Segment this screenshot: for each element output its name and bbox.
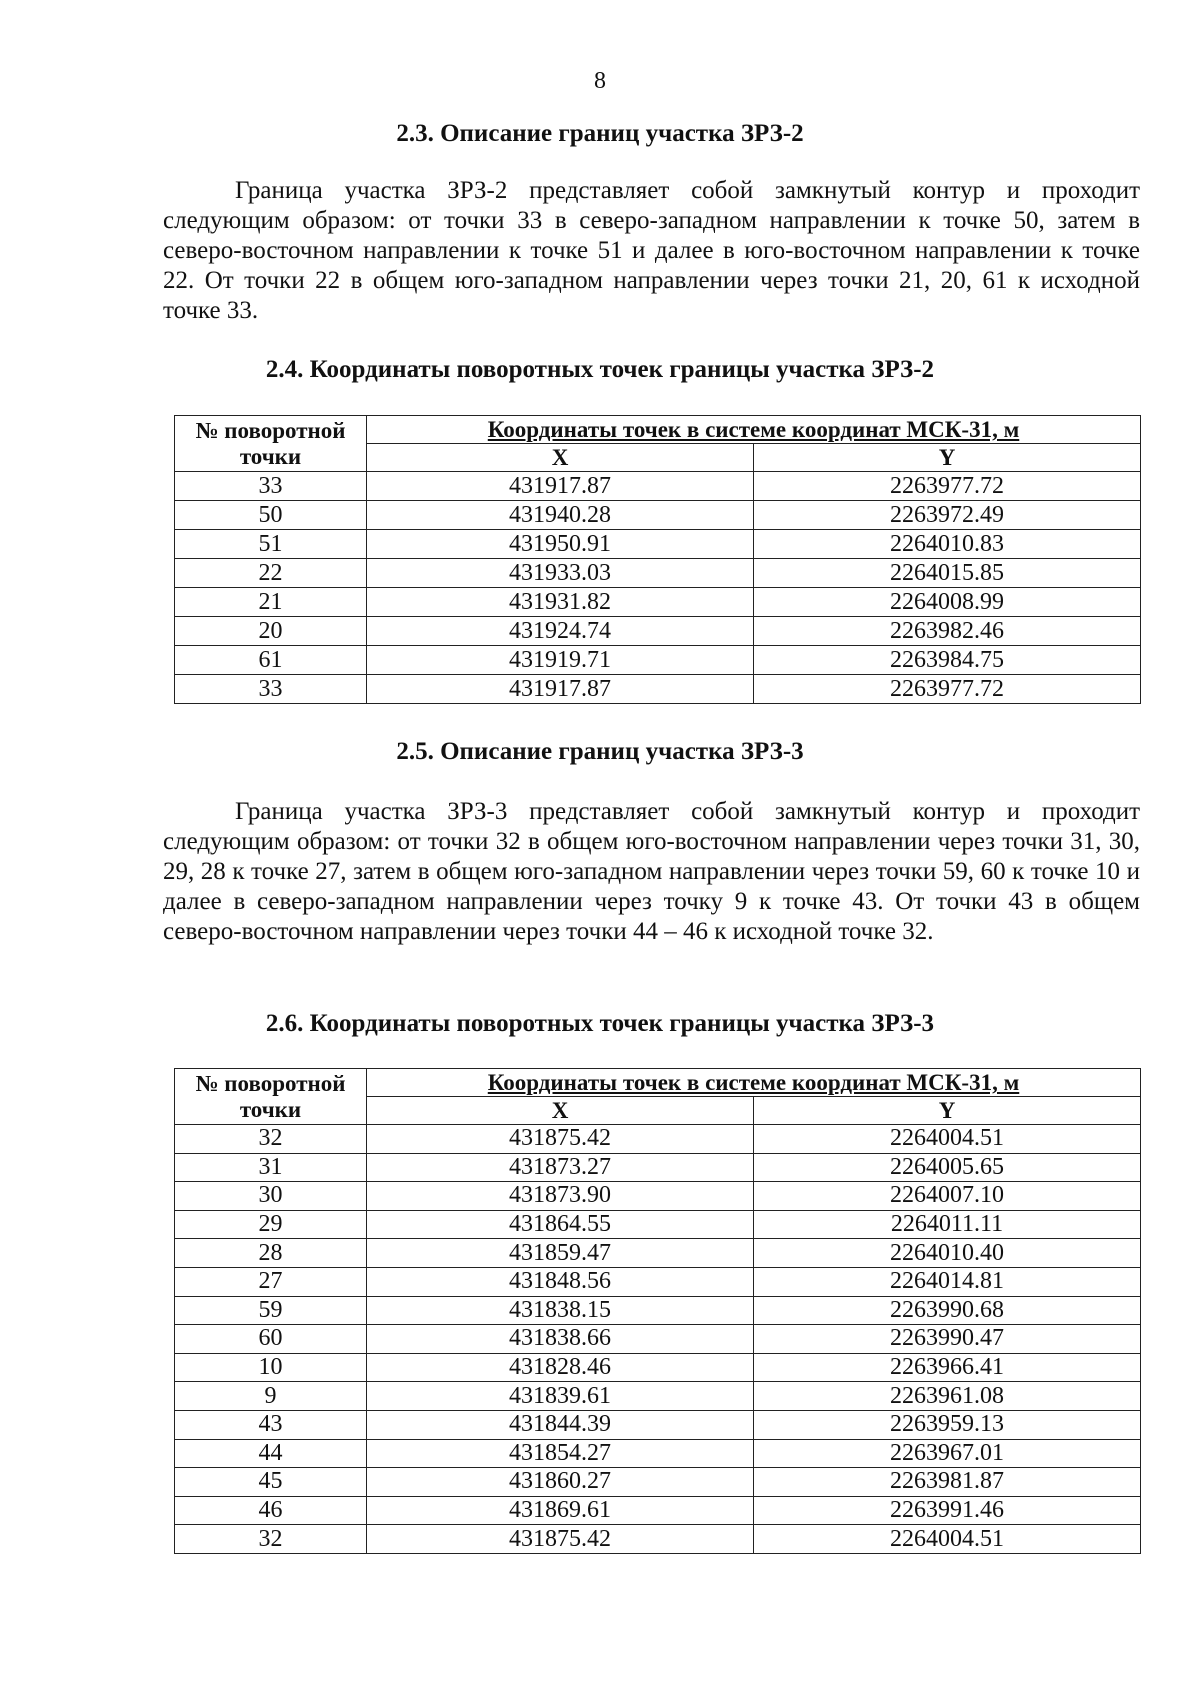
x-coordinate-cell: 431848.56 xyxy=(367,1267,754,1296)
point-number-cell: 27 xyxy=(175,1267,367,1296)
point-number-cell: 32 xyxy=(175,1525,367,1554)
y-coordinate-cell: 2263972.49 xyxy=(754,501,1141,530)
zrz2-coordinates-table xyxy=(174,415,1141,704)
y-coordinate-cell: 2264008.99 xyxy=(754,588,1141,617)
table-row xyxy=(175,1239,1141,1268)
col-header-point: № поворотной точки xyxy=(175,1069,367,1125)
table-row xyxy=(175,1325,1141,1354)
table-row xyxy=(175,530,1141,559)
point-number-cell: 61 xyxy=(175,646,367,675)
page-number: 8 xyxy=(594,68,606,94)
point-number-cell: 9 xyxy=(175,1382,367,1411)
x-coordinate-cell: 431873.27 xyxy=(367,1153,754,1182)
table-row xyxy=(175,588,1141,617)
point-number-cell: 59 xyxy=(175,1296,367,1325)
point-number-cell: 29 xyxy=(175,1210,367,1239)
col-header-coords: Координаты точек в системе координат МСК-31, м xyxy=(367,416,1141,444)
y-coordinate-cell: 2264011.11 xyxy=(754,1210,1141,1239)
x-coordinate-cell: 431869.61 xyxy=(367,1496,754,1525)
x-coordinate-cell: 431933.03 xyxy=(367,559,754,588)
y-coordinate-cell: 2263977.72 xyxy=(754,675,1141,704)
point-number-cell: 21 xyxy=(175,588,367,617)
x-coordinate-cell: 431875.42 xyxy=(367,1525,754,1554)
x-coordinate-cell: 431917.87 xyxy=(367,675,754,704)
table-row xyxy=(175,472,1141,501)
x-coordinate-cell: 431854.27 xyxy=(367,1439,754,1468)
col-header-x: X xyxy=(367,444,754,472)
point-number-cell: 43 xyxy=(175,1410,367,1439)
y-coordinate-cell: 2264010.40 xyxy=(754,1239,1141,1268)
point-number-cell: 33 xyxy=(175,472,367,501)
y-coordinate-cell: 2264004.51 xyxy=(754,1525,1141,1554)
col-header-y: Y xyxy=(754,1097,1141,1125)
x-coordinate-cell: 431864.55 xyxy=(367,1210,754,1239)
y-coordinate-cell: 2263961.08 xyxy=(754,1382,1141,1411)
y-coordinate-cell: 2263982.46 xyxy=(754,617,1141,646)
section-2-6-heading: 2.6. Координаты поворотных точек границы участка ЗРЗ-3 xyxy=(265,1010,935,1037)
y-coordinate-cell: 2263990.47 xyxy=(754,1325,1141,1354)
y-coordinate-cell: 2263984.75 xyxy=(754,646,1141,675)
point-number-cell: 30 xyxy=(175,1182,367,1211)
x-coordinate-cell: 431875.42 xyxy=(367,1125,754,1154)
y-coordinate-cell: 2264007.10 xyxy=(754,1182,1141,1211)
table-row xyxy=(175,1267,1141,1296)
x-coordinate-cell: 431917.87 xyxy=(367,472,754,501)
table-row xyxy=(175,1496,1141,1525)
zrz3-table-body xyxy=(175,1125,1141,1554)
point-number-cell: 60 xyxy=(175,1325,367,1354)
point-number-cell: 10 xyxy=(175,1353,367,1382)
y-coordinate-cell: 2263981.87 xyxy=(754,1468,1141,1497)
y-coordinate-cell: 2264004.51 xyxy=(754,1125,1141,1154)
y-coordinate-cell: 2264010.83 xyxy=(754,530,1141,559)
table-row xyxy=(175,1439,1141,1468)
y-coordinate-cell: 2263966.41 xyxy=(754,1353,1141,1382)
table-row xyxy=(175,1182,1141,1211)
x-coordinate-cell: 431919.71 xyxy=(367,646,754,675)
y-coordinate-cell: 2264015.85 xyxy=(754,559,1141,588)
table-row xyxy=(175,1153,1141,1182)
x-coordinate-cell: 431838.15 xyxy=(367,1296,754,1325)
table-row xyxy=(175,1296,1141,1325)
table-row xyxy=(175,1125,1141,1154)
point-number-cell: 46 xyxy=(175,1496,367,1525)
x-coordinate-cell: 431838.66 xyxy=(367,1325,754,1354)
x-coordinate-cell: 431873.90 xyxy=(367,1182,754,1211)
col-header-x: X xyxy=(367,1097,754,1125)
x-coordinate-cell: 431931.82 xyxy=(367,588,754,617)
x-coordinate-cell: 431860.27 xyxy=(367,1468,754,1497)
y-coordinate-cell: 2263990.68 xyxy=(754,1296,1141,1325)
x-coordinate-cell: 431940.28 xyxy=(367,501,754,530)
x-coordinate-cell: 431859.47 xyxy=(367,1239,754,1268)
table-row xyxy=(175,1525,1141,1554)
table-row xyxy=(175,501,1141,530)
table-row xyxy=(175,617,1141,646)
table-row xyxy=(175,1210,1141,1239)
point-number-cell: 51 xyxy=(175,530,367,559)
x-coordinate-cell: 431828.46 xyxy=(367,1353,754,1382)
y-coordinate-cell: 2264005.65 xyxy=(754,1153,1141,1182)
table-row xyxy=(175,559,1141,588)
point-number-cell: 28 xyxy=(175,1239,367,1268)
x-coordinate-cell: 431924.74 xyxy=(367,617,754,646)
y-coordinate-cell: 2263959.13 xyxy=(754,1410,1141,1439)
table-row xyxy=(175,1382,1141,1411)
table-row xyxy=(175,646,1141,675)
y-coordinate-cell: 2263967.01 xyxy=(754,1439,1141,1468)
table-row xyxy=(175,1410,1141,1439)
section-2-3-heading: 2.3. Описание границ участка ЗРЗ-2 xyxy=(396,120,804,147)
section-2-4-heading: 2.4. Координаты поворотных точек границы участка ЗРЗ-2 xyxy=(265,356,935,383)
zrz3-coordinates-table xyxy=(174,1068,1141,1554)
x-coordinate-cell: 431950.91 xyxy=(367,530,754,559)
point-number-cell: 20 xyxy=(175,617,367,646)
point-number-cell: 33 xyxy=(175,675,367,704)
point-number-cell: 50 xyxy=(175,501,367,530)
point-number-cell: 44 xyxy=(175,1439,367,1468)
x-coordinate-cell: 431839.61 xyxy=(367,1382,754,1411)
table-row xyxy=(175,1468,1141,1497)
point-number-cell: 45 xyxy=(175,1468,367,1497)
section-2-5-heading: 2.5. Описание границ участка ЗРЗ-3 xyxy=(396,738,804,765)
point-number-cell: 31 xyxy=(175,1153,367,1182)
section-2-5-text: Граница участка ЗРЗ-3 представляет собой замкнутый контур и проходит следующим образом: от точки 32 в общем юго-восточном направлении через точки 31, 30, 29, 28 к точке 27, затем в общем юго-западном направлении через точки 59, 60 к точке 10 и далее в северо-западном направлении через точку 9 к точке 43. От точки 43 в общем северо-восточном направлении через точки 44 – 46 к исходной точке 32. xyxy=(163,798,1140,945)
col-header-coords: Координаты точек в системе координат МСК-31, м xyxy=(367,1069,1141,1097)
point-number-cell: 32 xyxy=(175,1125,367,1154)
table-row xyxy=(175,675,1141,704)
col-header-y: Y xyxy=(754,444,1141,472)
y-coordinate-cell: 2264014.81 xyxy=(754,1267,1141,1296)
x-coordinate-cell: 431844.39 xyxy=(367,1410,754,1439)
y-coordinate-cell: 2263977.72 xyxy=(754,472,1141,501)
table-row xyxy=(175,1353,1141,1382)
section-2-3-text: Граница участка ЗРЗ-2 представляет собой замкнутый контур и проходит следующим образом: от точки 33 в северо-западном направлении к точке 50, затем в северо-восточном направлении к точке 51 и далее в юго-восточном направлении к точке 22. От точки 22 в общем юго-западном направлении через точки 21, 20, 61 к исходной точке 33. xyxy=(163,177,1140,324)
point-number-cell: 22 xyxy=(175,559,367,588)
col-header-point: № поворотной точки xyxy=(175,416,367,472)
y-coordinate-cell: 2263991.46 xyxy=(754,1496,1141,1525)
zrz2-table-body xyxy=(175,472,1141,704)
